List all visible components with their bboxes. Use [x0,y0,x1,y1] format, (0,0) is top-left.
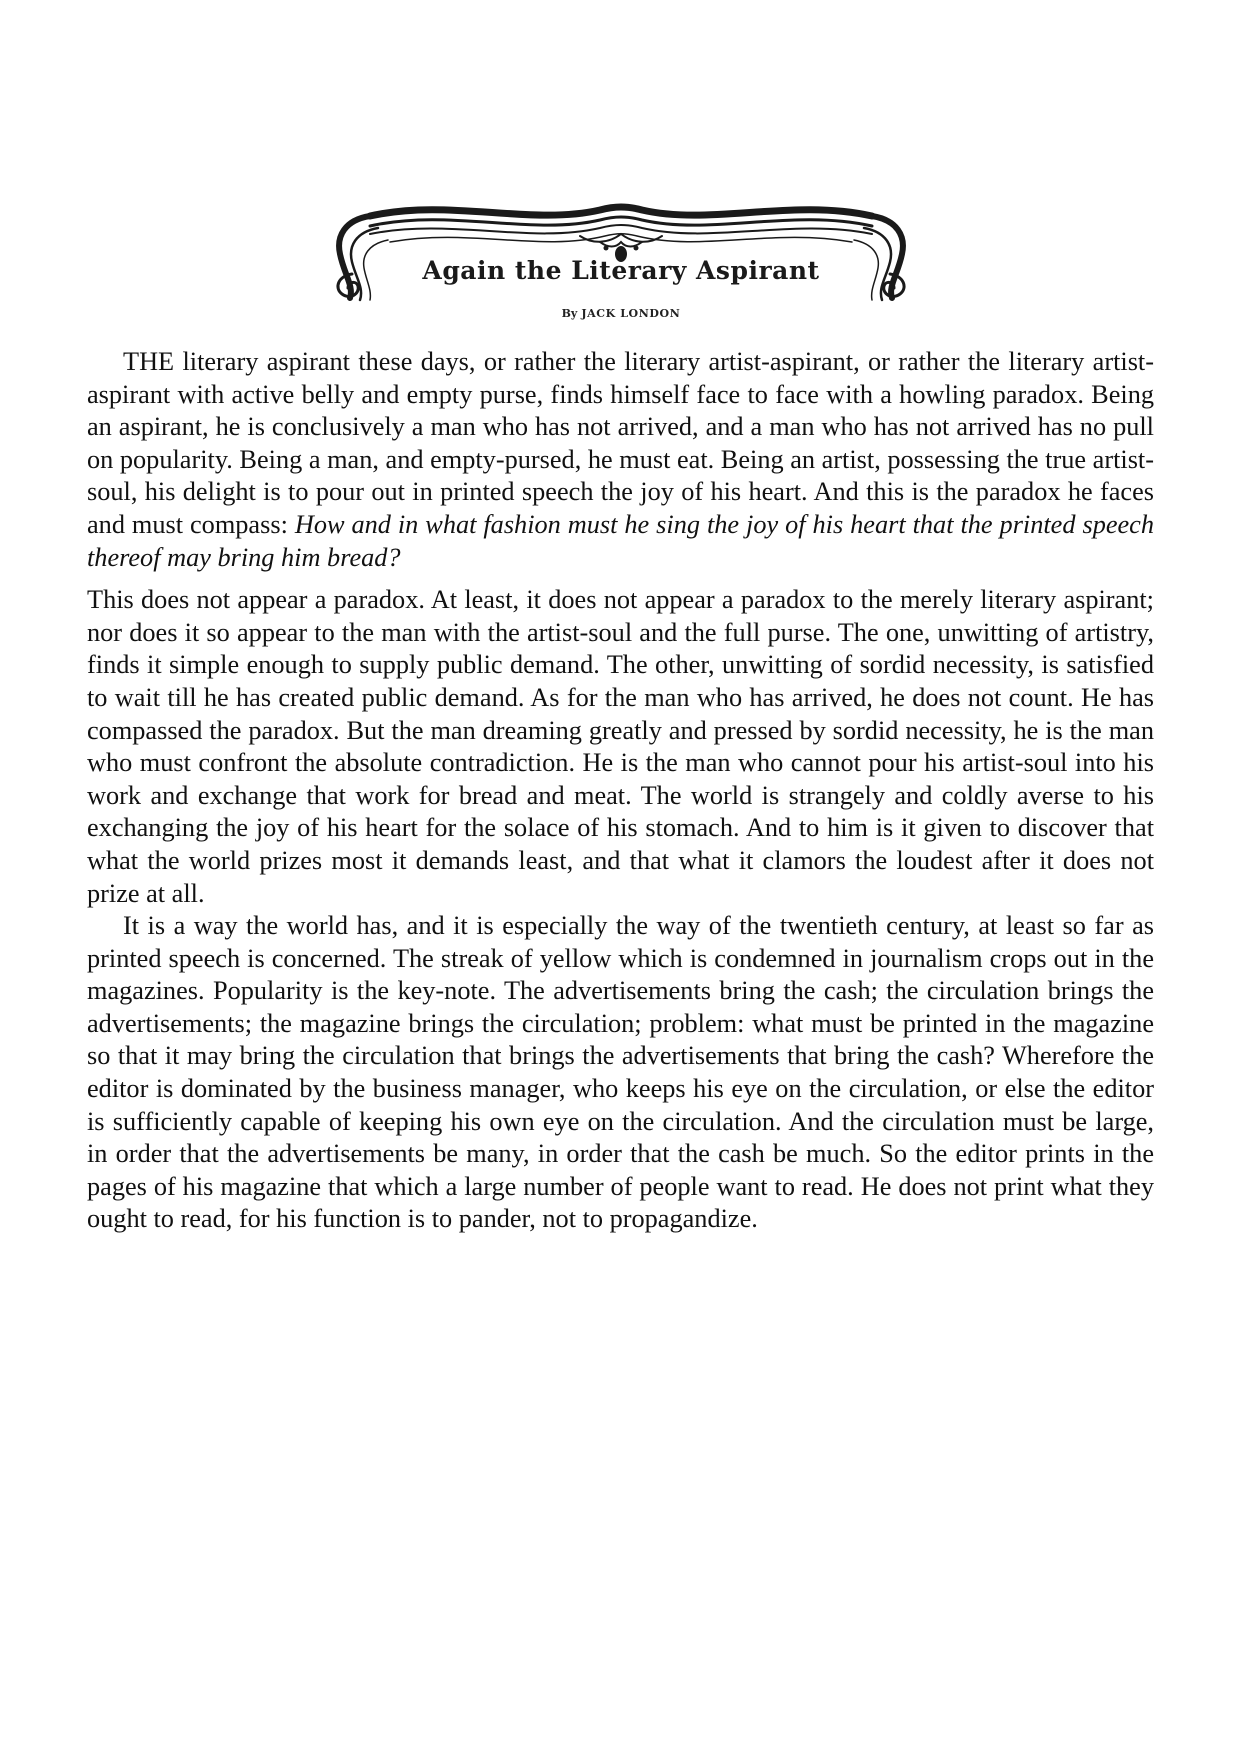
paragraph-2: This does not appear a paradox. At least, it does not appear a paradox to the merely literary aspirant; nor does it so appear to the man with the artist-soul and the full purse. The one, unwitting of artistry, finds it simple enough to supply public demand. The other, unwitting of sordid necessity, is satisfied to wait till he has created public demand. As for the man who has arrived, he does not count. He has compassed the paradox. But the man dreaming greatly and pressed by sordid necessity, he is the man who must confront the absolute contradiction. He is the man who cannot pour his artist-soul into his work and exchange that work for bread and meat. The world is strangely and coldly averse to his exchanging the joy of his heart for the solace of his stomach. And to him is it given to discover that what the world prizes most it demands least, and that what it clamors the loudest after it does not prize at all. [87,585,1154,908]
byline [330,307,912,320]
scroll-ornament-icon [330,196,912,306]
article-title: Again the Literary Aspirant [422,256,820,285]
paragraph-1-italic-question: How and in what fashion must he sing the joy of his heart that the printed speech thereof may bring him bread? [87,509,1155,572]
paragraph-1 [87,346,1154,574]
ornamental-scroll-banner [330,196,912,306]
byline-prefix: By [561,307,578,320]
paragraph-3: It is a way the world has, and it is especially the way of the twentieth century, at least so far as printed speech is concerned. The streak of yellow which is condemned in journalism crops out in the magazines. Popularity is the key-note. The advertisements bring the cash; the circulation brings the advertisements; the magazine brings the circulation; problem: what must be printed in the magazine so that it may bring the circulation that brings the advertisements that bring the cash? Wherefore the editor is dominated by the business manager, who keeps his eye on the circulation, or else the editor is sufficiently capable of keeping his own eye on the circulation. And the circulation must be large, in order that the advertisements be many, in order that the cash be much. So the editor prints in the pages of his magazine that which a large number of people want to read. He does not print what they ought to read, for his function is to pander, not to propagandize. [87,911,1154,1234]
paragraph-1-text: THE literary aspirant these days, or rather the literary artist-aspirant, or rather the literary artist-aspirant with active belly and empty purse, finds himself face to face with a howling paradox. Being an aspirant, he is conclusively a man who has not arrived, and a man who has not arrived has no pull on popularity. Being a man, and empty-pursed, he must eat. Being an artist, possessing the true artist-soul, his delight is to pour out in printed speech the joy of his heart. And this is the paradox he faces and must compass: [87,347,1154,539]
byline-author: JACK LONDON [581,307,681,320]
article-body [87,346,1154,1236]
